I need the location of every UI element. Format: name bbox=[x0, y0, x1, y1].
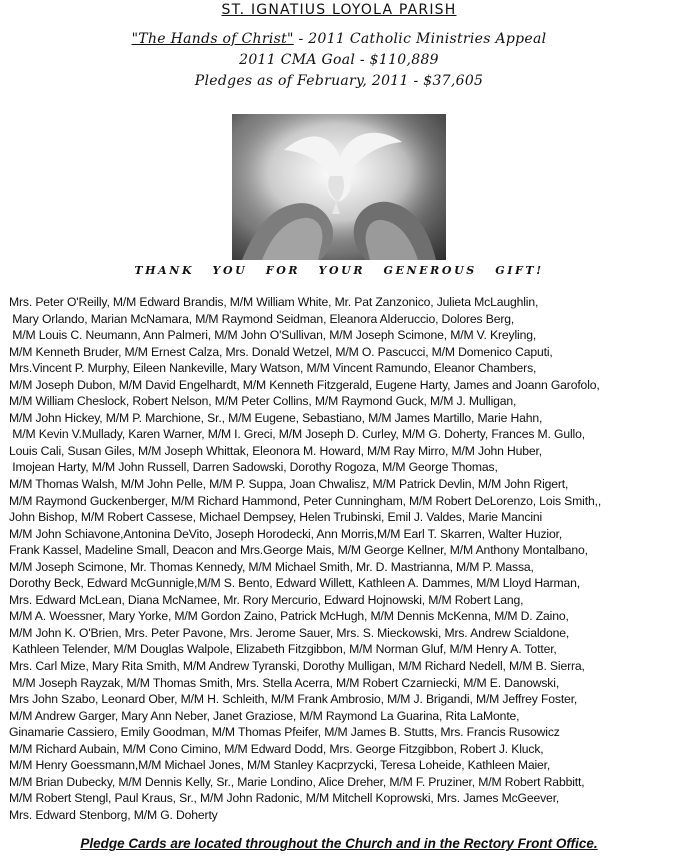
donor-line: M/M Raymond Guckenberger, M/M Richard Hammond, Peter Cunningham, M/M Robert DeLorenzo, Lois Smith,, bbox=[9, 493, 602, 508]
donor-line: Dorothy Beck, Edward McGunnigle,M/M S. Bento, Edward Willett, Kathleen A. Dammes, M/M Lloyd Harman, bbox=[9, 576, 581, 591]
donor-line: Louis Cali, Susan Giles, M/M Joseph Whittak, Eleonora M. Howard, M/M Ray Mirro, M/M John Huber, bbox=[9, 443, 543, 458]
appeal-title-line bbox=[0, 31, 678, 47]
donor-line: John Bishop, M/M Robert Cassese, Michael Dempsey, Helen Trubinski, Emil J. Valdes, Marie Mancini bbox=[9, 510, 543, 525]
donor-line: Mrs.Vincent P. Murphy, Eileen Nankeville, Mary Watson, M/M Vincent Ramundo, Eleanor Chambers, bbox=[9, 361, 537, 376]
donor-line: M/M Kevin V.Mullady, Karen Warner, M/M I. Greci, M/M Joseph D. Curley, M/M G. Doherty, Frances M. Gullo, bbox=[9, 427, 585, 442]
donor-line: Mrs. Peter O'Reilly, M/M Edward Brandis, M/M William White, Mr. Pat Zanzonico, Julieta McLaughlin, bbox=[9, 295, 539, 309]
pledge-card-note: Pledge Cards are located throughout the Church and in the Rectory Front Office. bbox=[80, 836, 598, 851]
donor-line: Mrs. Carl Mize, Mary Rita Smith, M/M Andrew Tyranski, Dorothy Mulligan, M/M Richard Nedell, M/M B. Sierra, bbox=[9, 659, 585, 674]
donor-line: M/M A. Woessner, Mary Yorke, M/M Gordon Zaino, Patrick McHugh, M/M Dennis McKenna, M/M D. Zaino, bbox=[9, 609, 569, 624]
appeal-title: "The Hands of Christ" bbox=[131, 31, 294, 47]
thank-you-heading: THANK YOU FOR YOUR GENEROUS GIFT! bbox=[134, 264, 544, 277]
donor-line: M/M Joseph Rayzak, M/M Thomas Smith, Mrs. Stella Acerra, M/M Robert Czarniecki, M/M E. Danowski, bbox=[9, 675, 560, 690]
donor-line: M/M John K. O'Brien, Mrs. Peter Pavone, Mrs. Jerome Sauer, Mrs. S. Mieckowski, Mrs. Andrew Scialdone, bbox=[9, 625, 570, 640]
donor-line: Mrs. Edward McLean, Diana McNamee, Mr. Rory Mercurio, Edward Hojnowski, M/M Robert Lang, bbox=[9, 592, 524, 607]
donor-line: M/M Kenneth Bruder, M/M Ernest Calza, Mrs. Donald Wetzel, M/M O. Pascucci, M/M Domenico Caputi, bbox=[9, 344, 553, 359]
hands-with-dove-image bbox=[232, 114, 446, 260]
donor-line: M/M Joseph Dubon, M/M David Engelhardt, M/M Kenneth Fitzgerald, Eugene Harty, James and Joann Garofolo, bbox=[9, 377, 600, 392]
donor-line: M/M William Cheslock, Robert Nelson, M/M Peter Collins, M/M Raymond Guck, M/M J. Mulligan, bbox=[9, 394, 517, 409]
donor-line: M/M John Hickey, M/M P. Marchione, Sr., M/M Eugene, Sebastiano, M/M James Martillo, Marie Hahn, bbox=[9, 410, 543, 425]
donor-line: Mary Orlando, Marian McNamara, M/M Raymond Seidman, Eleanora Alderuccio, Dolores Berg, bbox=[9, 311, 515, 326]
donor-line: M/M Robert Stengl, Paul Kraus, Sr., M/M John Radonic, M/M Mitchell Koprowski, Mrs. James McGeever, bbox=[9, 791, 560, 806]
donor-line: Ginamarie Cassiero, Emily Goodman, M/M Thomas Pfeifer, M/M James B. Stutts, Mrs. Francis Rusowicz bbox=[9, 725, 560, 740]
donor-line: Mrs John Szabo, Leonard Ober, M/M H. Schleith, M/M Frank Ambrosio, M/M J. Brigandi, M/M Jeffrey Foster, bbox=[9, 692, 578, 707]
pledges-line: Pledges as of February, 2011 - $37,605 bbox=[194, 73, 484, 89]
donor-line: M/M Andrew Garger, Mary Ann Neber, Janet Graziose, M/M Raymond La Guarina, Rita LaMonte, bbox=[9, 708, 520, 723]
donor-line: Kathleen Telender, M/M Douglas Walpole, Elizabeth Fitzgibbon, M/M Norman Gluf, M/M Henry A. Totter, bbox=[9, 642, 557, 657]
donor-line: Mrs. Edward Stenborg, M/M G. Doherty bbox=[9, 807, 218, 822]
appeal-subtitle: - 2011 Catholic Ministries Appeal bbox=[293, 31, 547, 47]
donor-line: M/M Joseph Scimone, Mr. Thomas Kennedy, M/M Michael Smith, Mr. D. Mastrianna, M/M P. Massa, bbox=[9, 559, 534, 574]
parish-title: ST. IGNATIUS LOYOLA PARISH bbox=[221, 2, 457, 18]
donor-line: M/M John Schiavone,Antonina DeVito, Joseph Horodecki, Ann Morris,M/M Earl T. Skarren, Walter Huzior, bbox=[9, 526, 563, 541]
donor-line: M/M Brian Dubecky, M/M Dennis Kelly, Sr., Marie Londino, Alice Dreher, M/M F. Pruziner, M/M Robert Rabbitt, bbox=[9, 774, 585, 789]
donor-line: Imojean Harty, M/M John Russell, Darren Sadowski, Dorothy Rogoza, M/M George Thomas, bbox=[9, 460, 498, 475]
donor-line: Frank Kassel, Madeline Small, Deacon and Mrs.George Mais, M/M George Kellner, M/M Anthony Montalbano, bbox=[9, 543, 588, 558]
goal-line: 2011 CMA Goal - $110,889 bbox=[239, 52, 439, 68]
donor-name-list bbox=[9, 294, 673, 824]
donor-line: M/M Richard Aubain, M/M Cono Cimino, M/M Edward Dodd, Mrs. George Fitzgibbon, Robert J. Kluck, bbox=[9, 741, 544, 756]
donor-line: M/M Louis C. Neumann, Ann Palmeri, M/M John O'Sullivan, M/M Joseph Scimone, M/M V. Kreyling, bbox=[9, 328, 537, 343]
donor-line: M/M Thomas Walsh, M/M John Pelle, M/M P. Suppa, Joan Chwalisz, M/M Patrick Devlin, M/M John Rigert, bbox=[9, 477, 569, 492]
donor-line: M/M Henry Goessmann,M/M Michael Jones, M/M Stanley Kacprzycki, Teresa Loheide, Kathleen Maier, bbox=[9, 758, 551, 773]
dove-hands-illustration bbox=[232, 114, 446, 260]
